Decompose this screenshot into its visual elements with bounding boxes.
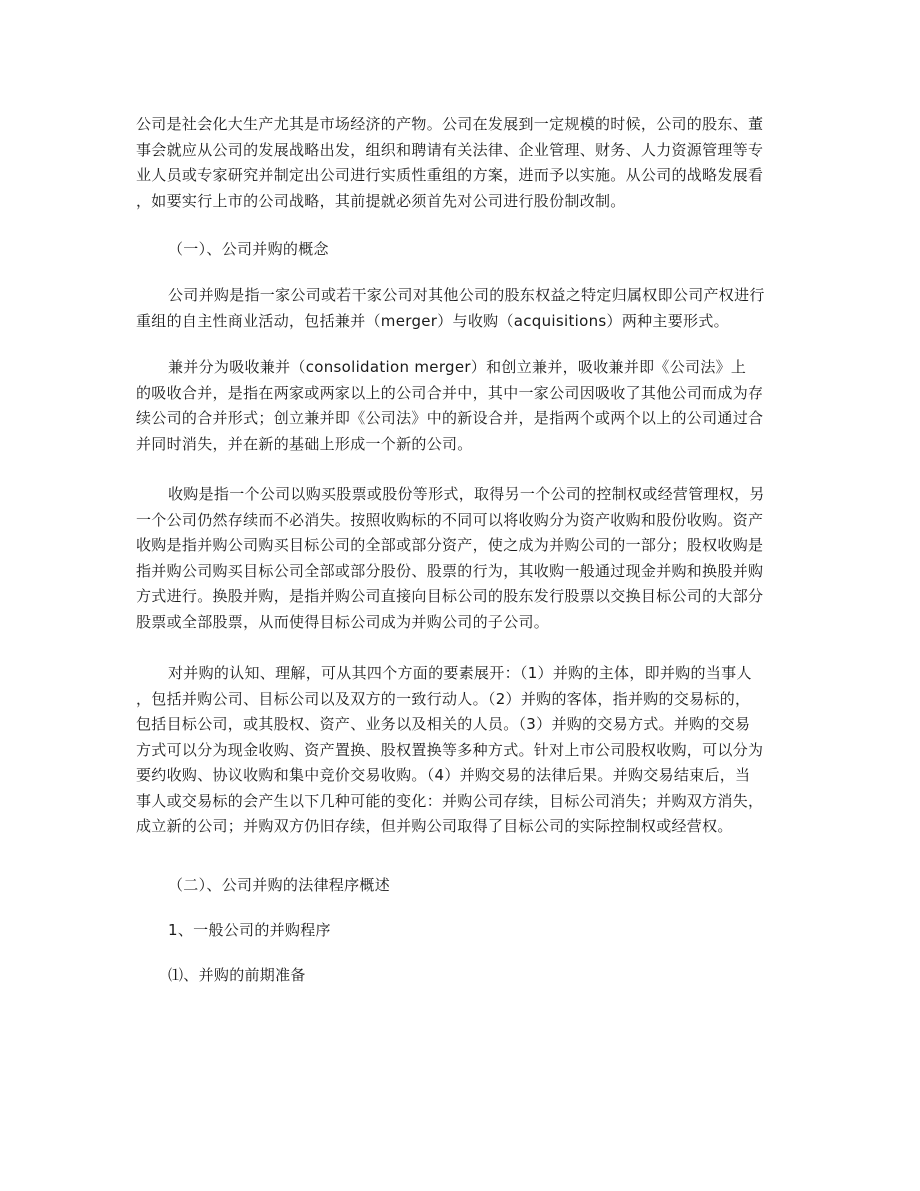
text-line: ，包括并购公司、目标公司以及双方的一致行动人。（2）并购的客体，指并购的交易标的， bbox=[136, 689, 751, 708]
paragraph-acquisition bbox=[136, 482, 786, 635]
text-line: 并同时消失，并在新的基础上形成一个新的公司。 bbox=[136, 434, 473, 453]
section-heading-procedure: （二）、公司并购的法律程序概述 bbox=[168, 876, 391, 894]
text-line: 续公司的合并形式；创立兼并即《公司法》中的新设合并，是指两个或两个以上的公司通过合 bbox=[136, 409, 764, 427]
text-line: 重组的自主性商业活动，包括兼并（merger）与收购（acquisitions）两种主要形式。 bbox=[136, 311, 729, 330]
text-line: 业人员或专家研究并制定出公司进行实质性重组的方案，进而予以实施。从公司的战略发展看 bbox=[136, 166, 764, 184]
paragraph-elements bbox=[136, 661, 786, 840]
text-line: 对并购的认知、理解，可从其四个方面的要素展开：（1）并购的主体，即并购的当事人 bbox=[168, 664, 752, 682]
paragraph-merger-definition bbox=[136, 283, 786, 334]
item-heading-preparation: ⑴、并购的前期准备 bbox=[168, 966, 306, 984]
text-line: 收购是指一个公司以购买股票或股份等形式，取得另一个公司的控制权或经营管理权，另 bbox=[168, 485, 765, 503]
text-line: 一个公司仍然存续而不必消失。按照收购标的不同可以将收购分为资产收购和股份收购。资产 bbox=[136, 510, 764, 529]
text-line: 兼并分为吸收兼并（consolidation merger）和创立兼并，吸收兼并即《公司法》上 bbox=[168, 358, 747, 376]
text-line: 事人或交易标的会产生以下几种可能的变化：并购公司存续，目标公司消失；并购双方消失， bbox=[136, 791, 764, 810]
text-line: 指并购公司购买目标公司全部或部分股份、股票的行为，其收购一般通过现金并购和换股并购 bbox=[136, 561, 764, 580]
text-line: 方式进行。换股并购，是指并购公司直接向目标公司的股东发行股票以交换目标公司的大部分 bbox=[136, 587, 764, 605]
paragraph-consolidation bbox=[136, 355, 786, 457]
text-line: 要约收购、协议收购和集中竞价交易收购。（4）并购交易的法律后果。并购交易结束后，当 bbox=[136, 766, 751, 784]
text-line: 公司并购是指一家公司或若干家公司对其他公司的股东权益之特定归属权即公司产权进行 bbox=[168, 286, 765, 304]
text-line: 公司是社会化大生产尤其是市场经济的产物。公司在发展到一定规模的时候，公司的股东、董 bbox=[136, 115, 764, 133]
text-line: 的吸收合并，是指在两家或两家以上的公司合并中，其中一家公司因吸收了其他公司而成为存 bbox=[136, 383, 764, 402]
text-line: 收购是指并购公司购买目标公司的全部或部分资产，使之成为并购公司的一部分；股权收购是 bbox=[136, 536, 764, 554]
text-line: 方式可以分为现金收购、资产置换、股权置换等多种方式。针对上市公司股权收购，可以分为 bbox=[136, 740, 764, 759]
text-line: 事会就应从公司的发展战略出发，组织和聘请有关法律、企业管理、财务、人力资源管理等专 bbox=[136, 140, 764, 159]
section-heading-concept: （一）、公司并购的概念 bbox=[168, 240, 329, 258]
text-line: 包括目标公司，或其股权、资产、业务以及相关的人员。（3）并购的交易方式。并购的交易 bbox=[136, 715, 751, 733]
text-line: ，如要实行上市的公司战略，其前提就必须首先对公司进行股份制改制。 bbox=[136, 191, 626, 210]
text-line: 成立新的公司；并购双方仍旧存续，但并购公司取得了目标公司的实际控制权或经营权。 bbox=[136, 817, 733, 835]
paragraph-intro bbox=[136, 112, 786, 214]
subsection-heading-general: 1、一般公司的并购程序 bbox=[168, 921, 331, 939]
text-line: 股票或全部股票，从而使得目标公司成为并购公司的子公司。 bbox=[136, 612, 550, 631]
